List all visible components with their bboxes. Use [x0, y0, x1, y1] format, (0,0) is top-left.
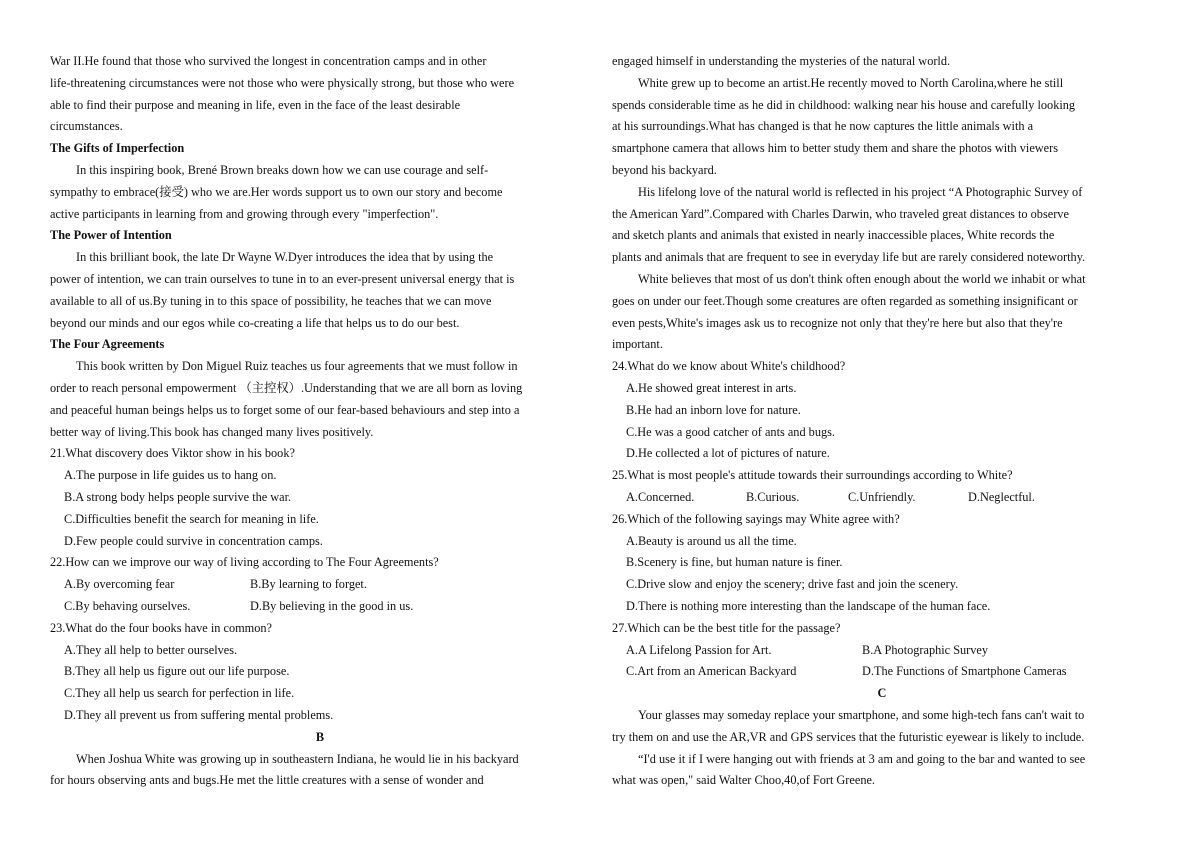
right-line: D.There is nothing more interesting than the landscape of the human face.: [626, 598, 991, 613]
right-line: C.Drive slow and enjoy the scenery; drive fast and join the scenery.: [626, 577, 959, 592]
left-line: life-threatening circumstances were not those who were physically strong, but those who were: [50, 75, 515, 90]
left-line: In this inspiring book, Brené Brown breaks down how we can use courage and self-: [76, 162, 489, 177]
right-line: White believes that most of us don't think often enough about the world we inhabit or what: [638, 271, 1086, 286]
left-line: War II.He found that those who survived the longest in concentration camps and in other: [50, 54, 487, 68]
left-line: better way of living.This book has changed many lives positively.: [50, 424, 374, 439]
left-line: sympathy to embrace(接受) who we are.Her words support us to own our story and become: [50, 184, 503, 199]
right-line: at his surroundings.What has changed is that he now captures the little animals with a: [612, 119, 1034, 134]
right-line: beyond his backyard.: [612, 162, 717, 177]
option-item: B.A Photographic Survey: [862, 642, 989, 657]
right-line: D.He collected a lot of pictures of nature.: [626, 446, 830, 461]
right-line: the American Yard”.Compared with Charles Darwin, who traveled great distances to observe: [612, 206, 1069, 221]
right-line: engaged himself in understanding the mysteries of the natural world.: [612, 54, 951, 68]
option-row: [50, 574, 590, 596]
option-item: D.By believing in the good in us.: [250, 598, 414, 613]
left-line: able to find their purpose and meaning in life, even in the face of the least desirable: [50, 97, 461, 112]
right-text-block-2: [612, 509, 1152, 640]
option-row: [612, 661, 1152, 683]
right-line: smartphone camera that allows him to better study them and share the photos with viewers: [612, 141, 1058, 156]
option-row: [50, 596, 590, 618]
option-item: D.Neglectful.: [968, 489, 1035, 504]
left-line: B: [315, 729, 325, 744]
left-text-block: [50, 51, 590, 574]
option-item: A.A Lifelong Passion for Art.: [626, 642, 772, 657]
right-line: and sketch plants and animals that existed in nearly inaccessible places, White records the: [612, 228, 1055, 243]
option-item: A.Concerned.: [626, 489, 695, 504]
right-line: B.Scenery is fine, but human nature is finer.: [626, 555, 843, 570]
left-line: for hours observing ants and bugs.He met the little creatures with a sense of wonder and: [50, 773, 484, 788]
right-line: important.: [612, 337, 663, 352]
right-line: even pests,White's images ask us to recognize not only that they're here but also that they're: [612, 315, 1063, 330]
option-row: [612, 640, 1152, 662]
question-25-options: [612, 487, 1152, 509]
right-line: Your glasses may someday replace your smartphone, and some high-tech fans can't wait to: [638, 707, 1085, 722]
left-line: beyond our minds and our egos while co-creating a life that helps us to do our best.: [50, 315, 460, 330]
option-item: C.Unfriendly.: [848, 489, 916, 504]
right-line: 24.What do we know about White's childhood?: [612, 359, 846, 374]
right-column: [612, 51, 1152, 792]
left-line: A.They all help to better ourselves.: [64, 642, 238, 657]
left-line: and peaceful human beings helps us to forget some of our fear-based behaviours and step into a: [50, 402, 520, 417]
left-line: D.They all prevent us from suffering mental problems.: [64, 707, 334, 722]
right-line: 27.Which can be the best title for the passage?: [612, 620, 841, 635]
question-27-options: [612, 640, 1152, 684]
option-item: C.By behaving ourselves.: [64, 598, 191, 613]
option-item: D.The Functions of Smartphone Cameras: [862, 664, 1067, 679]
right-line: goes on under our feet.Though some creatures are often regarded as something insignificant or: [612, 293, 1078, 308]
left-line: order to reach personal empowerment （主控权）.Understanding that we are all born as loving: [50, 380, 523, 395]
left-line: The Power of Intention: [50, 228, 172, 243]
right-line: plants and animals that are frequent to see in everyday life but are rarely considered noteworthy.: [612, 250, 1086, 265]
left-text-block-2: [50, 618, 590, 792]
right-line: A.He showed great interest in arts.: [626, 380, 797, 395]
left-line: C.They all help us search for perfection in life.: [64, 686, 295, 701]
left-line: C.Difficulties benefit the search for meaning in life.: [64, 511, 319, 526]
left-line: active participants in learning from and growing through every "imperfection".: [50, 206, 439, 221]
option-item: A.By overcoming fear: [64, 577, 175, 592]
left-line: In this brilliant book, the late Dr Wayne W.Dyer introduces the idea that by using the: [76, 250, 494, 265]
right-text-block-3: [612, 683, 1152, 792]
left-line: 21.What discovery does Viktor show in his book?: [50, 446, 295, 461]
left-line: B.They all help us figure out our life purpose.: [64, 664, 290, 679]
left-line: available to all of us.By tuning in to this space of possibility, he teaches that we can move: [50, 293, 492, 308]
right-line: try them on and use the AR,VR and GPS services that the futuristic eyewear is likely to include.: [612, 729, 1085, 744]
right-line: White grew up to become an artist.He recently moved to North Carolina,where he still: [638, 75, 1064, 90]
right-line: spends considerable time as he did in childhood: walking near his house and carefully looking: [612, 97, 1076, 112]
right-line: C.He was a good catcher of ants and bugs.: [626, 424, 835, 439]
left-line: The Gifts of Imperfection: [50, 141, 185, 156]
right-line: what was open," said Walter Choo,40,of Fort Greene.: [612, 773, 876, 788]
left-line: power of intention, we can train ourselves to tune in to an ever-present universal energy that is: [50, 271, 515, 286]
left-line: A.The purpose in life guides us to hang on.: [64, 468, 277, 483]
right-line: B.He had an inborn love for nature.: [626, 402, 801, 417]
option-item: B.By learning to forget.: [250, 577, 367, 592]
right-line: “I'd use it if I were hanging out with friends at 3 am and going to the bar and wanted to see: [638, 751, 1086, 766]
left-line: circumstances.: [50, 119, 123, 134]
right-line: 26.Which of the following sayings may White agree with?: [612, 511, 900, 526]
right-line: C: [877, 686, 887, 701]
option-item: C.Art from an American Backyard: [626, 664, 797, 679]
right-line: His lifelong love of the natural world is reflected in his project “A Photographic Survey of: [638, 184, 1083, 199]
left-line: 23.What do the four books have in common?: [50, 620, 272, 635]
right-line: 25.What is most people's attitude towards their surroundings according to White?: [612, 468, 1013, 483]
left-line: 22.How can we improve our way of living according to The Four Agreements?: [50, 555, 439, 570]
left-line: B.A strong body helps people survive the war.: [64, 489, 292, 504]
left-line: When Joshua White was growing up in southeastern Indiana, he would lie in his backyard: [76, 751, 519, 766]
right-text-block: [612, 51, 1152, 487]
left-line: The Four Agreements: [50, 337, 165, 352]
left-column: [50, 51, 590, 792]
left-line: This book written by Don Miguel Ruiz teaches us four agreements that we must follow in: [76, 359, 518, 374]
left-line: D.Few people could survive in concentration camps.: [64, 533, 323, 548]
right-line: A.Beauty is around us all the time.: [626, 533, 797, 548]
question-22-options: [50, 574, 590, 618]
option-item: B.Curious.: [746, 489, 800, 504]
